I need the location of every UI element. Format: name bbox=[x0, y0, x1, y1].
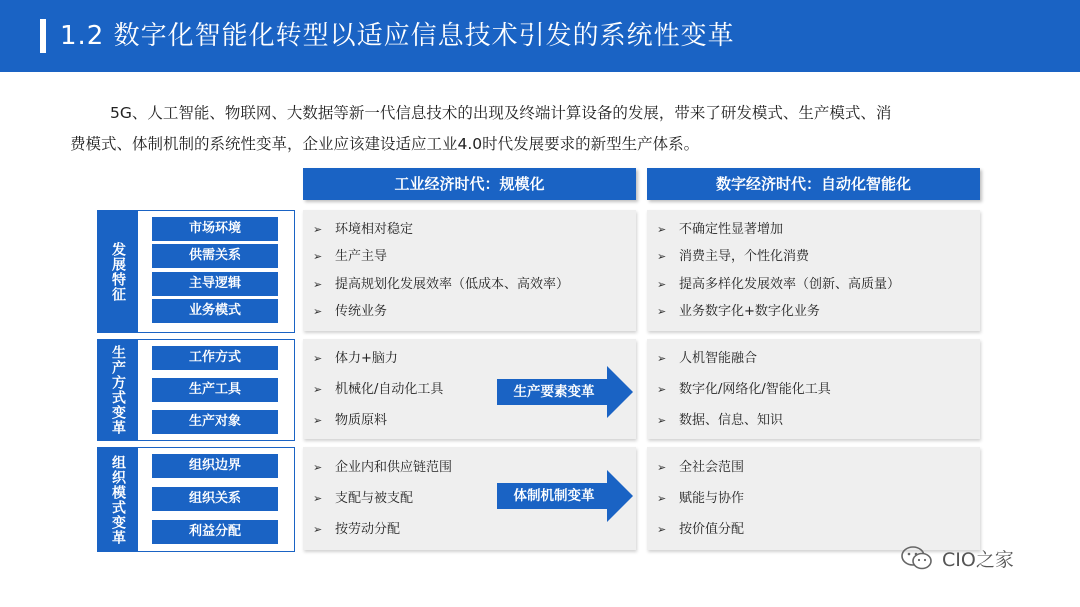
tag-supply-demand: 供需关系 bbox=[152, 244, 278, 268]
list-item: ➢ 业务数字化+数字化业务 bbox=[657, 304, 820, 319]
tag-production-objects: 生产对象 bbox=[152, 410, 278, 434]
intro-line-1: 5G、人工智能、物联网、大数据等新一代信息技术的出现及终端计算设备的发展，带来了研发模式、生产模式、消 bbox=[110, 104, 892, 122]
list-item: ➢ 按劳动分配 bbox=[313, 522, 401, 537]
list-item: ➢ 不确定性显著增加 bbox=[657, 222, 784, 237]
title-banner bbox=[0, 0, 1080, 72]
arrow-label-institutional-mechanism: 体制机制变革 bbox=[513, 488, 595, 504]
list-item: ➢ 企业内和供应链范围 bbox=[313, 460, 453, 475]
panel-digital-production bbox=[647, 339, 980, 439]
list-item: ➢ 生产主导 bbox=[313, 249, 388, 264]
tag-benefit-distribution: 利益分配 bbox=[152, 520, 278, 544]
list-item: ➢ 提高规划化发展效率（低成本、高效率） bbox=[313, 277, 570, 292]
page-title: 1.2 数字化智能化转型以适应信息技术引发的系统性变革 bbox=[60, 21, 735, 51]
tag-production-tools: 生产工具 bbox=[152, 378, 278, 402]
list-item: ➢ 支配与被支配 bbox=[313, 491, 414, 506]
title-accent-bar bbox=[40, 19, 46, 53]
list-item: ➢ 物质原料 bbox=[313, 413, 388, 428]
list-item: ➢ 传统业务 bbox=[313, 304, 388, 319]
panel-digital-features bbox=[647, 210, 980, 331]
wechat-icon bbox=[900, 544, 934, 572]
tag-dominant-logic: 主导逻辑 bbox=[152, 272, 278, 296]
list-item: ➢ 机械化/自动化工具 bbox=[313, 382, 444, 397]
list-item: ➢ 体力+脑力 bbox=[313, 351, 398, 366]
column-header-industrial: 工业经济时代：规模化 bbox=[303, 168, 636, 200]
list-item: ➢ 消费主导，个性化消费 bbox=[657, 249, 810, 264]
list-item: ➢ 提高多样化发展效率（创新、高质量） bbox=[657, 277, 901, 292]
group-production-mode bbox=[97, 339, 295, 441]
list-item: ➢ 按价值分配 bbox=[657, 522, 745, 537]
tag-market-environment: 市场环境 bbox=[152, 217, 278, 241]
watermark bbox=[900, 544, 1014, 572]
list-item: ➢ 全社会范围 bbox=[657, 460, 745, 475]
column-header-digital: 数字经济时代：自动化智能化 bbox=[647, 168, 980, 200]
tag-org-relation: 组织关系 bbox=[152, 487, 278, 511]
intro-line-2: 费模式、体制机制的系统性变革，企业应该建设适应工业4.0时代发展要求的新型生产体系。 bbox=[70, 135, 700, 153]
panel-digital-organization bbox=[647, 447, 980, 550]
list-item: ➢ 环境相对稳定 bbox=[313, 222, 414, 237]
list-item: ➢ 数字化/网络化/智能化工具 bbox=[657, 382, 831, 397]
panel-industrial-features bbox=[303, 210, 636, 331]
group-organization-mode bbox=[97, 447, 295, 552]
group-label: 组织模式变革 bbox=[98, 448, 138, 551]
list-item: ➢ 数据、信息、知识 bbox=[657, 413, 784, 428]
tag-work-mode: 工作方式 bbox=[152, 346, 278, 370]
group-label: 发展特征 bbox=[98, 211, 138, 332]
list-item: ➢ 人机智能融合 bbox=[657, 351, 758, 366]
watermark-text: CIO之家 bbox=[942, 548, 1014, 571]
tag-org-boundary: 组织边界 bbox=[152, 454, 278, 478]
intro-paragraph bbox=[70, 98, 1040, 160]
tag-business-model: 业务模式 bbox=[152, 299, 278, 323]
group-development-features bbox=[97, 210, 295, 333]
list-item: ➢ 赋能与协作 bbox=[657, 491, 745, 506]
arrow-label-production-factor: 生产要素变革 bbox=[513, 384, 595, 400]
group-label: 生产方式变革 bbox=[98, 340, 138, 440]
